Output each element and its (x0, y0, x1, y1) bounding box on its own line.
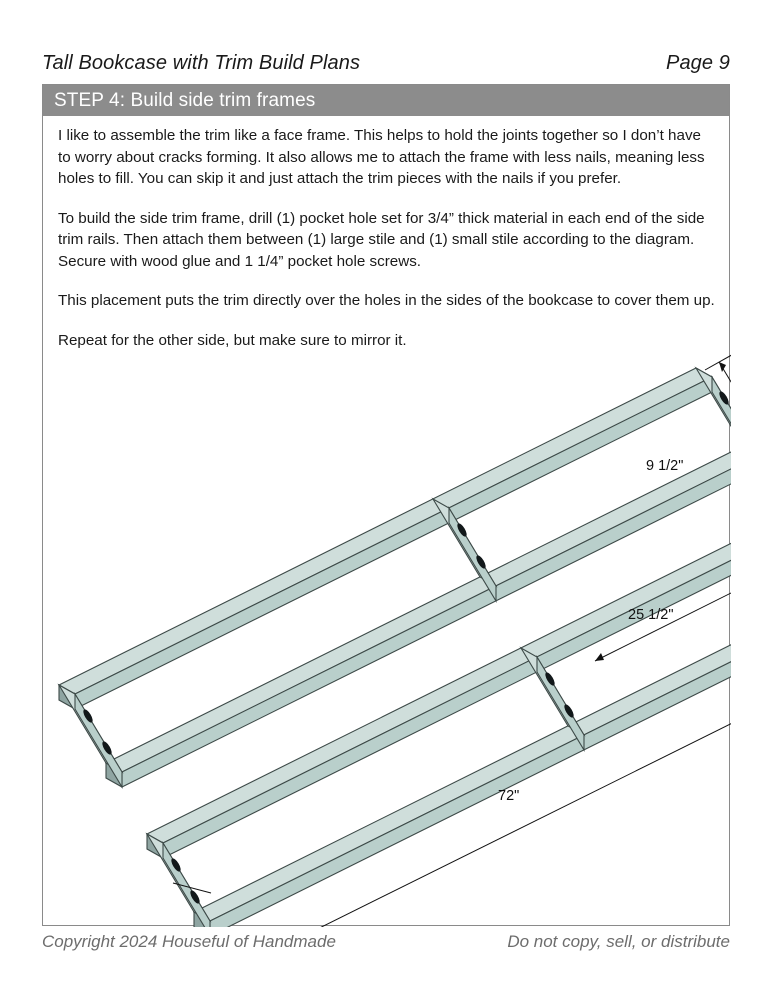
page-header (42, 45, 730, 81)
side-trim-frame-diagram (43, 85, 731, 927)
dimension-label-25-1-2: 25 1/2" (628, 607, 674, 623)
copyright-notice: Copyright 2024 Houseful of Handmade (42, 932, 336, 951)
dimension-annotations (173, 352, 731, 927)
lower-short-stile (194, 595, 731, 927)
page-footer (42, 932, 730, 952)
content-frame (42, 84, 730, 926)
paragraph-4: Repeat for the other side, but make sure to mirror it. (58, 331, 407, 349)
document-title: Tall Bookcase with Trim Build Plans (42, 51, 361, 74)
distribution-notice: Do not copy, sell, or distribute (507, 932, 730, 951)
page-number: Page 9 (666, 51, 730, 74)
paragraph-1: I like to assemble the trim like a face frame. This helps to hold the joints together so I don’t have to worry about cracks forming. It also allows me to attach the frame with less nails, meaning less holes to fill. You can skip it and just attach the trim pieces with the nails if you prefer. (58, 127, 705, 187)
paragraph-3: This placement puts the trim directly over the holes in the sides of the bookcase to cover them up. (58, 292, 715, 309)
step-title: STEP 4: Build side trim frames (54, 89, 316, 111)
dimension-label-72: 72" (498, 788, 520, 804)
dimension-label-9-1-2: 9 1/2" (646, 458, 684, 474)
paragraph-2: To build the side trim frame, drill (1) pocket hole set for 3/4” thick material in each end of the side trim rails. Then attach them between (1) large stile and (1) small stile according to the diagram. Secure with wood glue and 1 1/4” pocket hole screws. (58, 209, 705, 270)
